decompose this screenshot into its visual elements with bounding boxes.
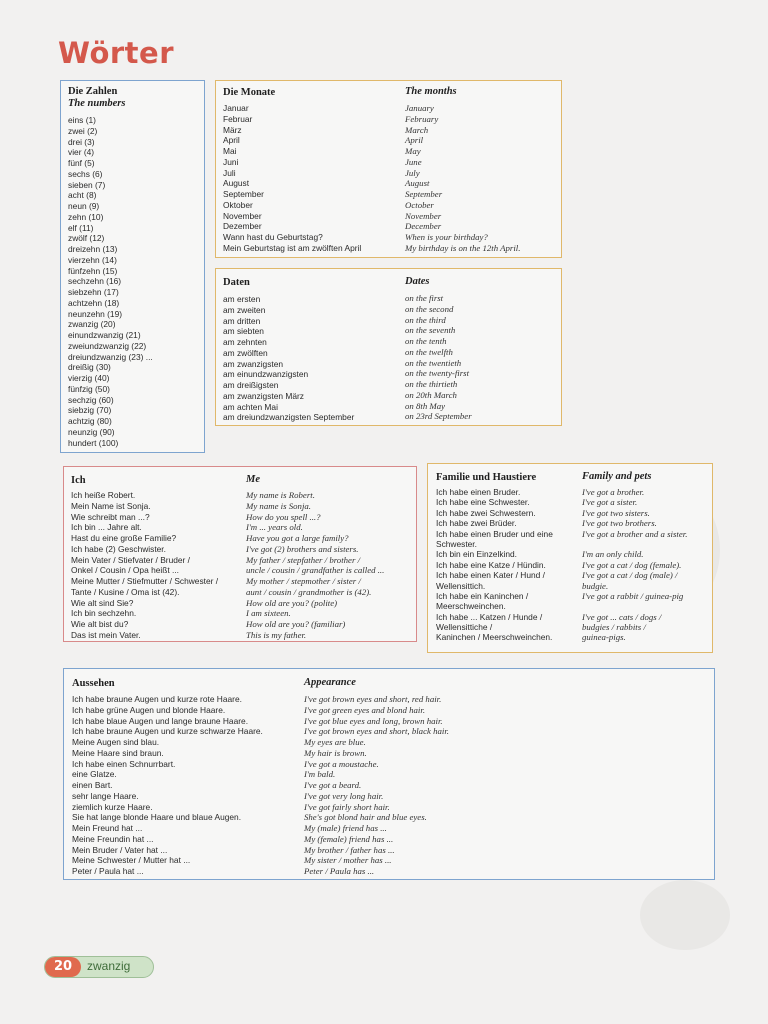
vocab-line: am dreißigsten [223, 380, 279, 390]
appearance-en-list [304, 694, 449, 877]
vocab-line: guinea-pigs. [582, 632, 626, 643]
vocab-line: drei (3) [68, 136, 95, 147]
vocab-line: on 8th May [405, 400, 446, 411]
vocab-line: sechzehn (16) [68, 276, 122, 287]
vocab-line: Februar [223, 113, 253, 124]
page-number-word: zwanzig [87, 959, 131, 973]
vocab-line: Schwester. [436, 538, 477, 549]
vocab-line: Onkel / Cousin / Opa heißt ... [71, 565, 179, 576]
appearance-heading-en: Appearance [304, 677, 356, 688]
vocab-line: am zehnten [223, 337, 267, 347]
vocab-line: Sie hat lange blonde Haare und blaue Augen. [72, 812, 242, 823]
vocab-line: zwei (2) [68, 125, 98, 136]
vocab-line: vier (4) [68, 147, 95, 158]
vocab-line: Mein Bruder / Vater hat ... [72, 844, 168, 855]
vocab-line: Mein Vater / Stiefvater / Bruder / [71, 554, 191, 565]
vocab-line: Mai [223, 146, 237, 156]
vocab-line: Wie schreibt man ...? [71, 511, 150, 522]
vocab-line: vierzehn (14) [68, 254, 117, 265]
vocab-line: am siebten [223, 326, 264, 337]
vocab-line: Meine Haare sind braun. [72, 747, 164, 758]
vocab-line: uncle / cousin / grandfather is called ... [246, 565, 385, 576]
vocab-line [582, 601, 687, 611]
vocab-line: eine Glatze. [72, 769, 117, 780]
vocab-line: achtzehn (18) [68, 297, 120, 308]
numbers-box [60, 80, 205, 453]
appearance-box [63, 668, 715, 880]
vocab-line: Ich habe einen Bruder und eine [436, 528, 553, 539]
numbers-list [68, 115, 153, 448]
vocab-line: am zwanzigsten März [223, 390, 304, 401]
vocab-line: neun (9) [68, 201, 100, 211]
vocab-line: I've got green eyes and blond hair. [304, 704, 426, 715]
vocab-line: on the seventh [405, 325, 456, 336]
vocab-line: I'm bald. [304, 769, 336, 780]
vocab-line: on 20th March [405, 389, 457, 400]
vocab-line: am ersten [223, 294, 261, 304]
appearance-heading-de: Aussehen [72, 678, 115, 689]
vocab-line: on the second [405, 303, 454, 314]
vocab-line: Meine Augen sind blau. [72, 737, 160, 747]
vocab-line: Ich habe braune Augen und kurze schwarze Haare. [72, 726, 263, 737]
vocab-line: am dreiundzwanzigsten September [223, 412, 355, 423]
vocab-line: Wellensittich. [436, 580, 486, 591]
vocab-line: I've got blue eyes and long, brown hair. [304, 715, 443, 726]
numbers-heading-de: Die Zahlen [68, 86, 118, 97]
dates-box [215, 268, 562, 426]
dates-en-list [405, 293, 472, 422]
vocab-line: I've got brown eyes and short, red hair. [304, 694, 442, 704]
page-number-pill [44, 956, 154, 978]
vocab-line: My (male) friend has ... [304, 823, 387, 833]
vocab-line: zweiundzwanzig (22) [68, 340, 147, 351]
vocab-line: zwanzig (20) [68, 319, 116, 330]
vocab-line: am achten Mai [223, 401, 278, 412]
me-de-list [71, 490, 218, 641]
vocab-line: I'm an only child. [582, 549, 644, 560]
vocab-line: Ich habe eine Schwester. [436, 497, 530, 508]
vocab-line: Mein Name ist Sonja. [71, 500, 151, 511]
months-heading-de: Die Monate [223, 87, 276, 98]
vocab-line: on the tenth [405, 336, 447, 346]
vocab-line: Das ist mein Vater. [71, 629, 141, 640]
vocab-line: Ich habe einen Kater / Hund / [436, 570, 545, 581]
vocab-line: When is your birthday? [405, 232, 488, 242]
vocab-line: Wie alt bist du? [71, 619, 129, 629]
vocab-line: Kaninchen / Meerschweinchen. [436, 632, 553, 643]
dates-heading-en: Dates [405, 276, 430, 287]
dates-de-list [223, 294, 354, 423]
vocab-line: November [223, 210, 262, 221]
vocab-line: I've got a moustache. [304, 758, 379, 769]
vocab-line: September [405, 189, 443, 199]
vocab-line: dreiundzwanzig (23) ... [68, 351, 153, 362]
vocab-line: ziemlich kurze Haare. [72, 801, 153, 812]
vocab-line: am zweiten [223, 304, 266, 315]
vocab-line: on the twentieth [405, 357, 462, 368]
vocab-line: I've got a sister. [582, 497, 638, 508]
vocab-line: Meine Schwester / Mutter hat ... [72, 855, 191, 866]
vocab-line: sechzig (60) [68, 394, 114, 405]
vocab-line: eins (1) [68, 115, 96, 125]
vocab-line: Meine Mutter / Stiefmutter / Schwester / [71, 576, 219, 586]
vocab-line: fünfzehn (15) [68, 265, 118, 276]
vocab-line: My birthday is on the 12th April. [405, 242, 521, 253]
vocab-line: Dezember [223, 221, 262, 232]
vocab-line: einundzwanzig (21) [68, 330, 141, 340]
vocab-line: am dritten [223, 315, 261, 326]
appearance-de-list [72, 694, 263, 877]
vocab-line: am einundzwanzigsten [223, 369, 309, 380]
vocab-line: She's got blond hair and blue eyes. [304, 812, 427, 823]
vocab-line: Ich habe einen Schnurrbart. [72, 758, 176, 769]
vocab-line: My father / stepfather / brother / [246, 554, 361, 565]
vocab-line: neunzig (90) [68, 426, 115, 437]
vocab-line: Januar [223, 103, 249, 113]
vocab-line: Wie alt sind Sie? [71, 597, 134, 608]
months-en-list [405, 103, 520, 254]
months-box [215, 80, 562, 258]
vocab-line: Peter / Paula has ... [304, 866, 375, 876]
vocab-line: dreizehn (13) [68, 244, 118, 254]
vocab-line: I'm ... years old. [246, 522, 303, 533]
vocab-line: elf (11) [68, 222, 94, 233]
vocab-line: Oktober [223, 199, 253, 210]
vocab-line: Have you got a large family? [246, 533, 349, 543]
vocab-line: August [223, 178, 250, 189]
vocab-line: I've got a brother. [582, 487, 645, 497]
vocab-line: Ich bin ... Jahre alt. [71, 522, 142, 533]
vocab-line: Juli [223, 167, 236, 178]
vocab-line: Wann hast du Geburtstag? [223, 232, 323, 242]
vocab-line: on the third [405, 314, 446, 325]
family-box [427, 463, 713, 653]
vocab-line: on the twenty-first [405, 368, 470, 379]
family-heading-en: Family and pets [582, 471, 652, 482]
months-de-list [223, 103, 361, 254]
vocab-line: How old are you? (polite) [246, 597, 338, 608]
vocab-line: siebzig (70) [68, 405, 112, 416]
vocab-line: Ich habe blaue Augen und lange braune Haare. [72, 715, 249, 726]
vocab-line: I've got (2) brothers and sisters. [246, 543, 359, 554]
vocab-line: I've got a cat / dog (male) / [582, 570, 678, 581]
vocab-line: on the first [405, 293, 444, 303]
vocab-line: I am sixteen. [246, 608, 291, 619]
vocab-line: Mein Geburtstag ist am zwölften April [223, 242, 362, 253]
vocab-line: acht (8) [68, 190, 97, 201]
vocab-line: October [405, 199, 434, 210]
vocab-line: I've got fairly short hair. [304, 801, 390, 812]
vocab-line: Ich habe einen Bruder. [436, 487, 521, 497]
vocab-line: März [223, 124, 242, 135]
vocab-line: Ich habe zwei Schwestern. [436, 507, 536, 518]
vocab-line: sieben (7) [68, 179, 106, 190]
vocab-line: July [405, 167, 420, 178]
vocab-line: My name is Sonja. [246, 500, 311, 511]
vocab-line: sechs (6) [68, 168, 103, 179]
me-heading-en: Me [246, 474, 260, 485]
vocab-line: I've got very long hair. [304, 790, 384, 801]
vocab-line: May [405, 146, 421, 156]
vocab-line: My name is Robert. [246, 490, 315, 500]
vocab-line: Hast du eine große Familie? [71, 533, 177, 543]
family-heading-de: Familie und Haustiere [436, 472, 537, 483]
vocab-line: June [405, 156, 422, 167]
vocab-line: am zwölften [223, 347, 268, 358]
vocab-line: neunzehn (19) [68, 308, 123, 319]
page-smudge [640, 880, 730, 950]
vocab-line: September [223, 189, 264, 199]
vocab-line: Wellensittiche / [436, 622, 493, 633]
vocab-line: I've got a beard. [304, 780, 362, 790]
vocab-line: February [405, 113, 439, 124]
vocab-line: This is my father. [246, 629, 307, 640]
vocab-line: fünfzig (50) [68, 383, 110, 394]
vocab-line: Ich habe ein Kaninchen / [436, 590, 529, 601]
vocab-line: My eyes are blue. [304, 737, 366, 747]
vocab-line: Juni [223, 156, 239, 167]
vocab-line: Ich habe zwei Brüder. [436, 518, 517, 529]
vocab-line: aunt / cousin / grandmother is (42). [246, 586, 372, 597]
dates-heading-de: Daten [223, 277, 250, 288]
vocab-line: Ich habe ... Katzen / Hunde / [436, 611, 543, 622]
me-box [63, 466, 417, 642]
vocab-line: Ich bin ein Einzelkind. [436, 549, 518, 560]
vocab-line: November [405, 210, 442, 221]
vocab-line: Peter / Paula hat ... [72, 866, 144, 876]
vocab-line: April [405, 135, 424, 146]
vocab-line: dreißig (30) [68, 362, 111, 373]
vocab-line: Ich habe braune Augen und kurze rote Haare. [72, 694, 242, 704]
vocab-line: My mother / stepmother / sister / [246, 576, 361, 586]
vocab-line: I've got a rabbit / guinea-pig [582, 590, 684, 601]
vocab-line: fünf (5) [68, 158, 95, 168]
vocab-line: Ich heiße Robert. [71, 490, 136, 500]
page-title: Wörter [58, 36, 175, 70]
vocab-line: Ich bin sechzehn. [71, 608, 137, 619]
vocab-line: on the thirtieth [405, 379, 458, 389]
vocab-line: My brother / father has ... [304, 844, 395, 855]
vocab-line: I've got a cat / dog (female). [582, 559, 682, 570]
vocab-line: January [405, 103, 434, 113]
vocab-line: How do you spell ...? [246, 511, 321, 522]
vocab-line: hundert (100) [68, 437, 119, 448]
vocab-line: August [405, 178, 430, 189]
vocab-line: am zwanzigsten [223, 358, 284, 369]
vocab-line: on the twelfth [405, 346, 453, 357]
vocab-line: zehn (10) [68, 211, 104, 222]
vocab-line: budgies / rabbits / [582, 622, 646, 633]
vocab-line: on 23rd September [405, 411, 472, 422]
vocab-line: vierzig (40) [68, 373, 110, 383]
months-heading-en: The months [405, 86, 457, 97]
vocab-line: Meine Freundin hat ... [72, 833, 154, 844]
me-heading-de: Ich [71, 475, 86, 486]
vocab-line: April [223, 135, 240, 146]
vocab-line: achtzig (80) [68, 416, 112, 426]
vocab-line: My (female) friend has ... [304, 833, 394, 844]
vocab-line: Tante / Kusine / Oma ist (42). [71, 586, 180, 597]
family-en-list [582, 487, 687, 643]
vocab-line: I've got ... cats / dogs / [582, 611, 662, 622]
vocab-line: Ich habe grüne Augen und blonde Haare. [72, 704, 226, 715]
vocab-line: December [405, 221, 442, 232]
vocab-line: My hair is brown. [304, 747, 367, 758]
vocab-line: einen Bart. [72, 780, 113, 790]
vocab-line: March [405, 124, 429, 135]
vocab-line [582, 539, 687, 549]
vocab-line: I've got two brothers. [582, 518, 657, 529]
vocab-line: I've got a brother and a sister. [582, 528, 688, 539]
vocab-line: zwölf (12) [68, 233, 105, 244]
vocab-line: Ich habe eine Katze / Hündin. [436, 559, 546, 570]
vocab-line: sehr lange Haare. [72, 790, 139, 801]
vocab-line: Ich habe (2) Geschwister. [71, 543, 166, 554]
vocab-line: I've got two sisters. [582, 507, 650, 518]
vocab-line: siebzehn (17) [68, 287, 119, 297]
vocab-line: My sister / mother has ... [304, 855, 392, 866]
page-number: 20 [45, 957, 81, 977]
vocab-line: How old are you? (familiar) [246, 619, 346, 629]
vocab-line: Mein Freund hat ... [72, 823, 143, 833]
vocab-line: budgie. [582, 580, 609, 591]
numbers-heading-en: The numbers [68, 98, 126, 109]
vocab-line: Meerschweinchen. [436, 601, 506, 612]
vocab-line: I've got brown eyes and short, black hair. [304, 726, 449, 737]
me-en-list [246, 490, 384, 641]
family-de-list [436, 487, 553, 643]
